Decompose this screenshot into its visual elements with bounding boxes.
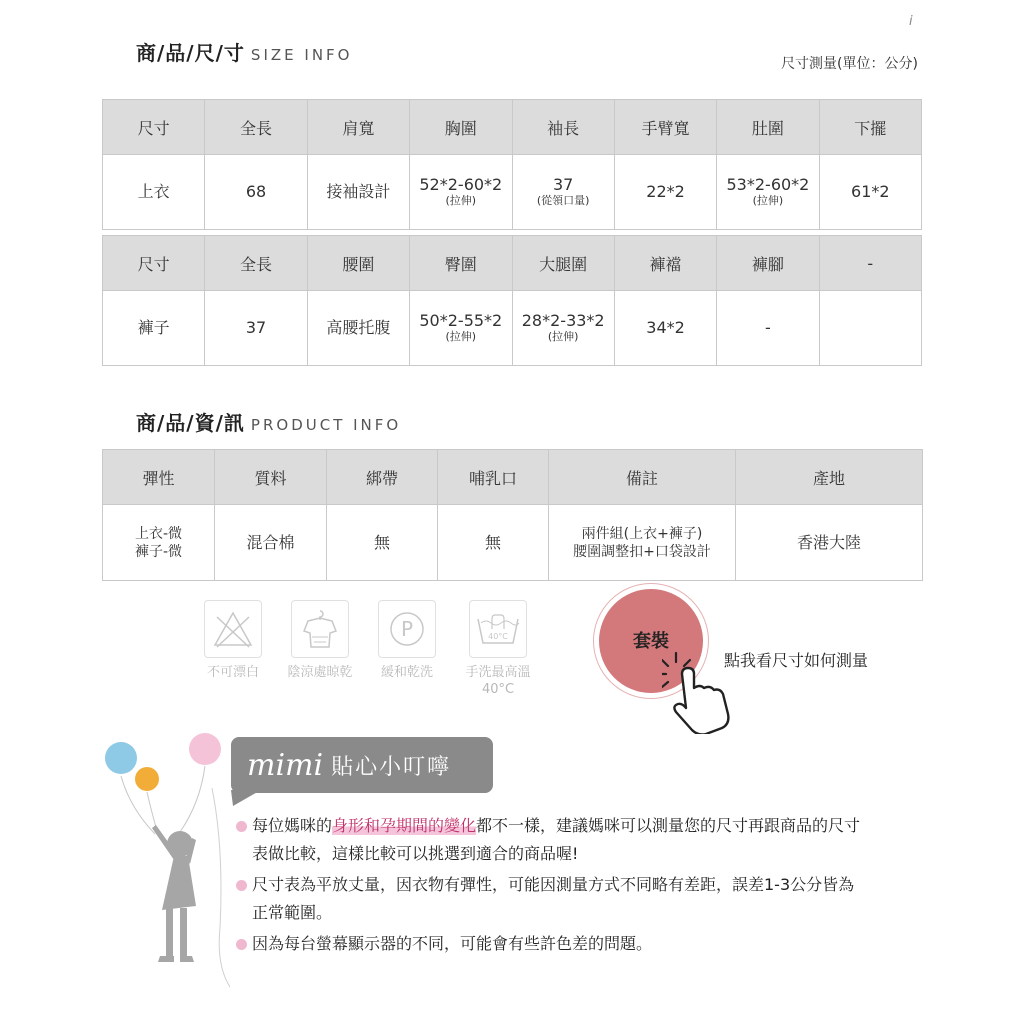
bullet-dot-icon — [236, 939, 247, 950]
header-cell: 臀圍 — [410, 236, 512, 291]
cell-value: 香港大陸 — [796, 532, 861, 552]
header-cell: 彈性 — [103, 450, 215, 505]
table-cell — [215, 505, 327, 581]
size-table-top-header — [103, 100, 922, 155]
cell-value: 高腰托腹 — [326, 318, 391, 337]
header-cell: - — [819, 236, 921, 291]
table-cell — [614, 155, 716, 230]
tip-item — [236, 812, 936, 868]
dry-clean-letter: P — [400, 617, 414, 641]
header-cell: 褲腳 — [717, 236, 819, 291]
care-label-line: 手洗最高溫 — [465, 665, 531, 680]
table-cell — [205, 155, 307, 230]
header-cell: 下擺 — [819, 100, 921, 155]
brand-name: mimi — [247, 747, 324, 783]
cell-line: 腰圍調整扣+口袋設計 — [573, 543, 711, 560]
header-cell: 大腿圍 — [512, 236, 614, 291]
tip-text — [252, 812, 936, 840]
header-cell: 質料 — [215, 450, 327, 505]
care-shade-dry — [285, 600, 355, 681]
tips-title-bubble — [231, 737, 493, 793]
tip-highlight: 身形和孕期間的變化 — [332, 816, 477, 835]
cell-note: (拉伸) — [445, 194, 477, 207]
table-cell — [103, 155, 205, 230]
tip-text-line2: 表做比較，這樣比較可以挑選到適合的商品喔! — [252, 844, 579, 863]
table-cell — [307, 155, 409, 230]
table-cell — [307, 291, 409, 366]
header-cell: 肚圍 — [717, 100, 819, 155]
care-label-line: 40°C — [481, 682, 515, 697]
cell-value: 無 — [373, 532, 390, 552]
cell-note: (從領口量) — [536, 194, 590, 207]
header-cell: 全長 — [205, 100, 307, 155]
size-info-title — [136, 37, 352, 66]
table-cell — [205, 291, 307, 366]
product-info-table — [102, 449, 923, 581]
product-info-row — [103, 505, 923, 581]
product-info-header — [103, 450, 923, 505]
shade-dry-icon — [291, 600, 349, 658]
tip-text-line2: 正常範圍。 — [252, 903, 333, 922]
header-cell: 哺乳口 — [438, 450, 549, 505]
cell-line: 褲子-微 — [134, 543, 183, 560]
care-gentle-dry-clean — [372, 600, 442, 681]
table-cell — [736, 505, 923, 581]
cell-value: 61*2 — [851, 182, 890, 201]
cell-value: 52*2-60*2 — [419, 175, 503, 194]
header-cell: 手臂寬 — [614, 100, 716, 155]
cell-value: 53*2-60*2 — [726, 175, 810, 194]
header-cell: 尺寸 — [103, 236, 205, 291]
table-cell — [410, 291, 512, 366]
balloon-orange — [135, 767, 159, 791]
table-cell — [103, 505, 215, 581]
measure-circle-label: 套裝 — [633, 631, 669, 652]
size-table-top-row — [103, 155, 922, 230]
cell-value: - — [765, 318, 771, 337]
cell-value: 34*2 — [646, 318, 685, 337]
table-cell — [717, 291, 819, 366]
care-no-bleach — [198, 600, 268, 681]
header-cell: 備註 — [549, 450, 736, 505]
tip-text-part: 都不一樣，建議媽咪可以測量您的尺寸再跟商品的尺寸 — [476, 816, 861, 835]
size-table-bottom — [102, 235, 922, 366]
product-info-title-en: PRODUCT INFO — [250, 416, 402, 434]
tips-title: 貼心小叮嚀 — [331, 754, 452, 780]
table-cell — [819, 291, 921, 366]
bullet-dot-icon — [236, 880, 247, 891]
care-label: 陰涼處晾乾 — [287, 665, 353, 680]
tip-text-part: 每位媽咪的 — [252, 816, 333, 835]
balloon-pink — [189, 733, 221, 765]
tip-text: 尺寸表為平放丈量，因衣物有彈性，可能因測量方式不同略有差距，誤差1-3公分皆為 — [252, 875, 855, 894]
size-table-top — [102, 99, 922, 230]
header-cell: 褲襠 — [614, 236, 716, 291]
cell-value: 37 — [553, 175, 574, 194]
cell-note: (拉伸) — [752, 194, 784, 207]
table-cell — [549, 505, 736, 581]
table-cell — [614, 291, 716, 366]
wash-temp: 40°C — [488, 632, 508, 641]
header-cell: 袖長 — [512, 100, 614, 155]
no-bleach-icon — [204, 600, 262, 658]
cell-value: 68 — [245, 182, 267, 201]
table-cell — [103, 291, 205, 366]
girl-with-balloons-illustration — [100, 728, 230, 990]
cell-note: (拉伸) — [445, 330, 477, 343]
cell-value: 接袖設計 — [326, 182, 391, 201]
girl-silhouette — [152, 825, 196, 962]
balloon-blue — [105, 742, 137, 774]
cell-line: 上衣-微 — [134, 525, 183, 542]
care-label: 緩和乾洗 — [380, 665, 433, 680]
table-cell — [717, 155, 819, 230]
header-cell: 綁帶 — [327, 450, 438, 505]
corner-mark: i — [909, 14, 913, 29]
header-cell: 尺寸 — [103, 100, 205, 155]
cell-value: 28*2-33*2 — [521, 311, 605, 330]
care-label: 不可漂白 — [206, 665, 259, 680]
cell-line: 兩件組(上衣+褲子) — [581, 525, 703, 542]
hand-wash-40-icon — [469, 600, 527, 658]
cell-value: 50*2-55*2 — [419, 311, 503, 330]
tip-item — [236, 871, 936, 927]
size-table-bottom-header — [103, 236, 922, 291]
size-table-bottom-row — [103, 291, 922, 366]
product-info-title — [136, 407, 401, 436]
gentle-dry-clean-icon — [378, 600, 436, 658]
header-cell: 產地 — [736, 450, 923, 505]
table-cell — [819, 155, 921, 230]
size-info-title-en: SIZE INFO — [250, 46, 353, 64]
header-cell: 肩寬 — [307, 100, 409, 155]
table-cell — [410, 155, 512, 230]
size-info-title-zh: 商/品/尺/寸 — [136, 41, 245, 65]
product-info-title-zh: 商/品/資/訊 — [136, 411, 245, 435]
cell-value: 22*2 — [646, 182, 685, 201]
tip-item — [236, 930, 936, 958]
cell-value: 37 — [245, 318, 267, 337]
header-cell: 全長 — [205, 236, 307, 291]
bubble-tail — [231, 790, 261, 808]
cell-value: 上衣 — [137, 182, 170, 201]
cell-value: 褲子 — [137, 318, 170, 337]
care-label — [462, 664, 534, 698]
care-hand-wash — [462, 600, 534, 698]
cell-value: 無 — [484, 532, 501, 552]
table-cell — [512, 155, 614, 230]
header-cell: 腰圍 — [307, 236, 409, 291]
bullet-dot-icon — [236, 821, 247, 832]
table-cell — [512, 291, 614, 366]
tip-text: 因為每台螢幕顯示器的不同，可能會有些許色差的問題。 — [252, 934, 653, 953]
unit-note: 尺寸測量(單位：公分) — [781, 56, 918, 72]
cell-value: 混合棉 — [246, 532, 295, 552]
cell-note: (拉伸) — [547, 330, 579, 343]
table-cell — [438, 505, 549, 581]
measure-guide-link[interactable]: 點我看尺寸如何測量 — [724, 651, 869, 670]
table-cell — [327, 505, 438, 581]
header-cell: 胸圍 — [410, 100, 512, 155]
